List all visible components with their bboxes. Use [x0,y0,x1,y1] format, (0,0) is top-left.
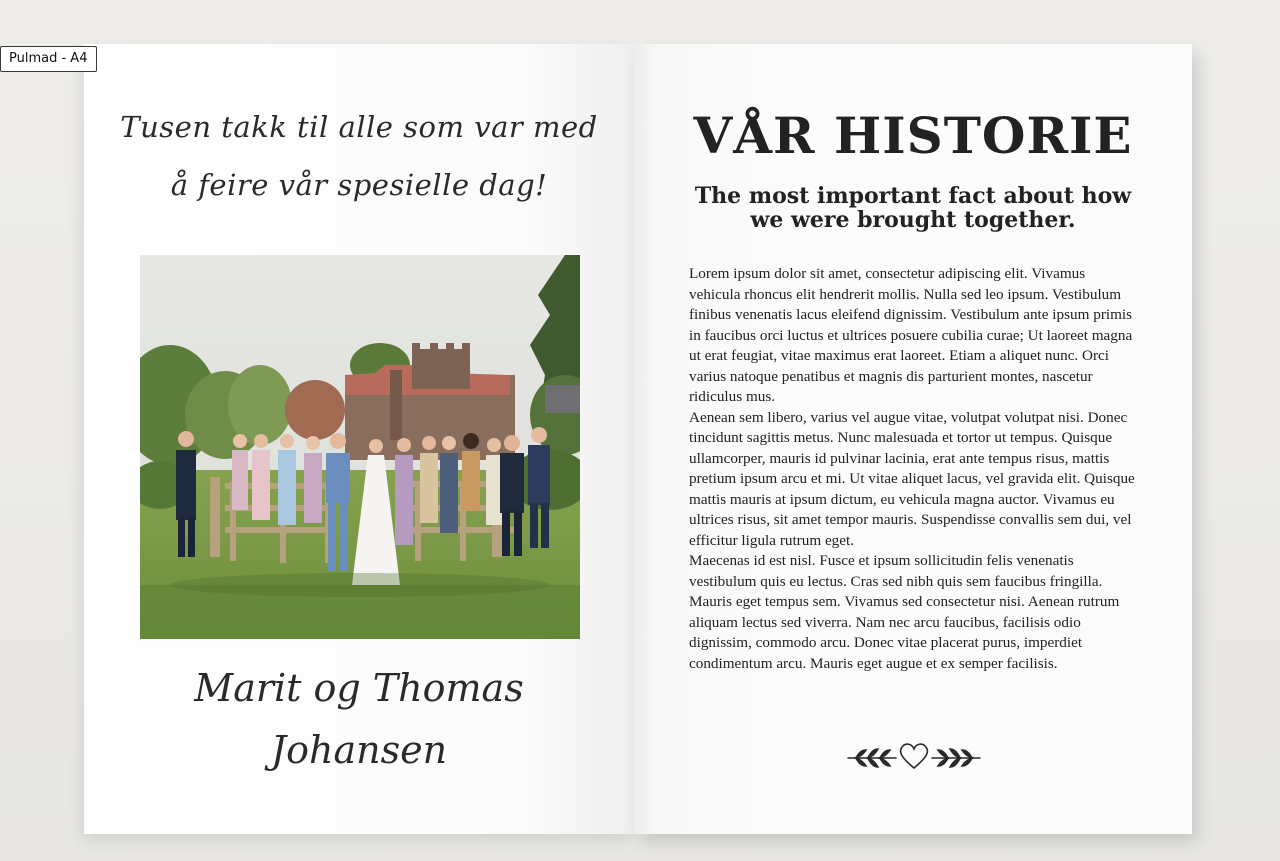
page-subtitle: The most important fact about how we were brought together. [694,183,1132,233]
couple-names-line-2: Johansen [270,728,448,772]
thank-you-line-1: Tusen takk til alle som var med [120,110,598,144]
story-paragraph: Maecenas id est nisl. Fusce et ipsum sollicitudin felis venenatis vestibulum quis eu lectus. Cras sed nibh quis sem faucibus fringilla. Mauris eget tempus sem. Vivamus sed consectetur nisi. Aenean rutrum aliquam lectus sed viverra. Nam nec arcu faucibus, facilisis odio dignissim, commodo arcu. Donec vitae placerat purus, imperdiet condimentum arcu. Mauris eget augue et ex semper facilisis. [689,552,1120,672]
left-page [84,44,634,834]
thank-you-line-2: å feire vår spesielle dag! [170,168,548,202]
wedding-group-photo [140,255,580,639]
template-name-label: Pulmad - A4 [0,46,97,72]
open-booklet [84,44,1192,834]
story-paragraph: Aenean sem libero, varius vel augue vitae, volutpat volutpat nisi. Donec tincidunt sagittis metus. Nunc malesuada et tortor ut tempus. Quisque ullamcorper, mauris id pulvinar lacinia, erat ante tempus risus, mattis pretium ipsum arcu et mi. Ut vitae aliquet lacus, vel gravida elit. Quisque mattis mauris at ipsum dictum, eu vehicula magna auctor. Vivamus eu ultrices risus, sit amet tempor mauris. Suspendisse convallis sem dui, vel efficitur ligula rutrum eget. [689,408,1135,549]
couple-names-line-1: Marit og Thomas [194,666,524,710]
story-paragraph: Lorem ipsum dolor sit amet, consectetur adipiscing elit. Vivamus vehicula rhoncus elit hendrerit mollis. Nulla sed leo ipsum. Vestibulum finibus venenatis lacus eleifend dignissim. Vestibulum ante ipsum primis in faucibus orci luctus et ultrices posuere cubilia curae; Ut laoreet magna ut erat feugiat, vitae maximus erat laoreet. Etiam a aliquet nunc. Orci varius natoque penatibus et magnis dis parturient montes, nascetur ridiculus mus. [689,265,1133,405]
story-body [689,264,1139,674]
right-page [634,44,1192,834]
heart-laurel-ornament-icon [846,738,982,772]
page-title: VÅR HISTORIE [693,106,1133,165]
